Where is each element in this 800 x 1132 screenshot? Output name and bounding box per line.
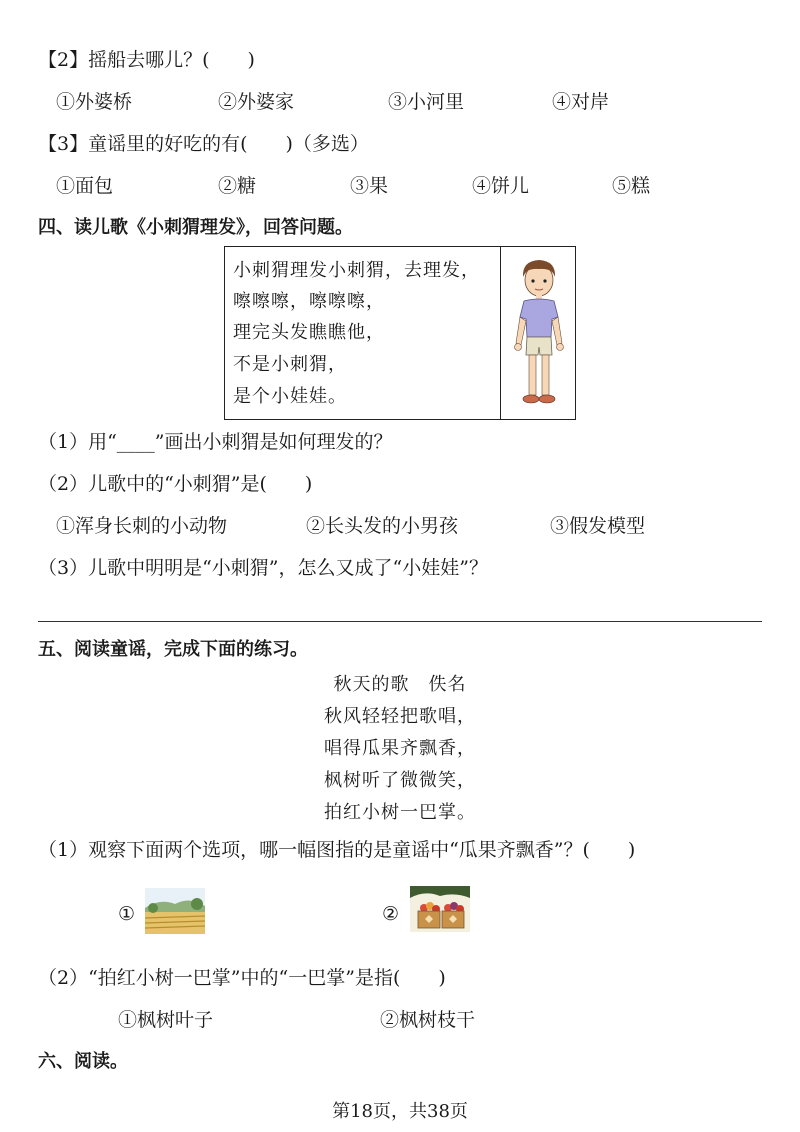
song-line-3: 枫树听了微微笑， xyxy=(324,770,476,791)
q2-option-4: ④对岸 xyxy=(552,91,610,113)
song-line-4: 拍红小树一巴掌。 xyxy=(324,802,476,823)
horizontal-divider xyxy=(38,621,762,622)
song-line-1: 秋风轻轻把歌唱， xyxy=(324,706,476,727)
poem-box xyxy=(224,246,576,420)
section5-q1-option-2-label: ② xyxy=(382,903,400,925)
q2-option-3: ③小河里 xyxy=(388,91,465,113)
q3-option-3: ③果 xyxy=(350,175,389,197)
section4-q2-option-3: ③假发模型 xyxy=(550,515,646,537)
q3-option-2: ②糖 xyxy=(218,175,257,197)
section5-heading: 五、阅读童谣，完成下面的练习。 xyxy=(38,639,308,660)
poem-line-2: 嚓嚓嚓，嚓嚓嚓， xyxy=(233,291,385,312)
section5-q2-option-2: ②枫树枝干 xyxy=(380,1009,476,1031)
song-title: 秋天的歌 佚名 xyxy=(333,674,467,695)
section5-q1-option-1-label: ① xyxy=(118,903,136,925)
section4-q3: （3）儿歌中明明是“小刺猬”，怎么又成了“小娃娃”？ xyxy=(38,557,488,579)
q3-option-4: ④饼儿 xyxy=(472,175,530,197)
q2-option-2: ②外婆家 xyxy=(218,91,295,113)
fruit-baskets-picture xyxy=(410,886,470,932)
section4-heading: 四、读儿歌《小刺猬理发》，回答问题。 xyxy=(38,217,353,238)
section5-q2-option-1: ①枫树叶子 xyxy=(118,1009,214,1031)
page-footer: 第18页，共38页 xyxy=(332,1101,468,1122)
section5-q2: （2）“拍红小树一巴掌”中的“一巴掌”是指( ) xyxy=(38,967,446,989)
poem-line-5: 是个小娃娃。 xyxy=(233,386,347,407)
q2-stem: 【2】摇船去哪儿？( ) xyxy=(38,49,255,71)
q2-option-1: ①外婆桥 xyxy=(56,91,133,113)
q3-stem: 【3】童谣里的好吃的有( )（多选） xyxy=(38,133,369,155)
poem-divider xyxy=(500,247,501,419)
section6-heading: 六、阅读。 xyxy=(38,1051,128,1072)
section5-q1: （1）观察下面两个选项，哪一幅图指的是童谣中“瓜果齐飘香”？( ) xyxy=(38,839,636,861)
boy-illustration xyxy=(508,255,570,411)
q3-option-1: ①面包 xyxy=(56,175,114,197)
song-line-2: 唱得瓜果齐飘香， xyxy=(324,738,476,759)
section4-q2-option-1: ①浑身长刺的小动物 xyxy=(56,515,228,537)
section4-q1: （1）用“____”画出小刺猬是如何理发的？ xyxy=(38,431,393,453)
section4-q2: （2）儿歌中的“小刺猬”是( ) xyxy=(38,473,313,495)
section4-q2-option-2: ②长头发的小男孩 xyxy=(306,515,459,537)
poem-line-4: 不是小刺猬， xyxy=(233,354,347,375)
poem-line-1: 小刺猬理发小刺猬，去理发， xyxy=(233,260,480,281)
poem-line-3: 理完头发瞧瞧他， xyxy=(233,322,385,343)
field-picture xyxy=(145,888,205,934)
q3-option-5: ⑤糕 xyxy=(612,175,651,197)
